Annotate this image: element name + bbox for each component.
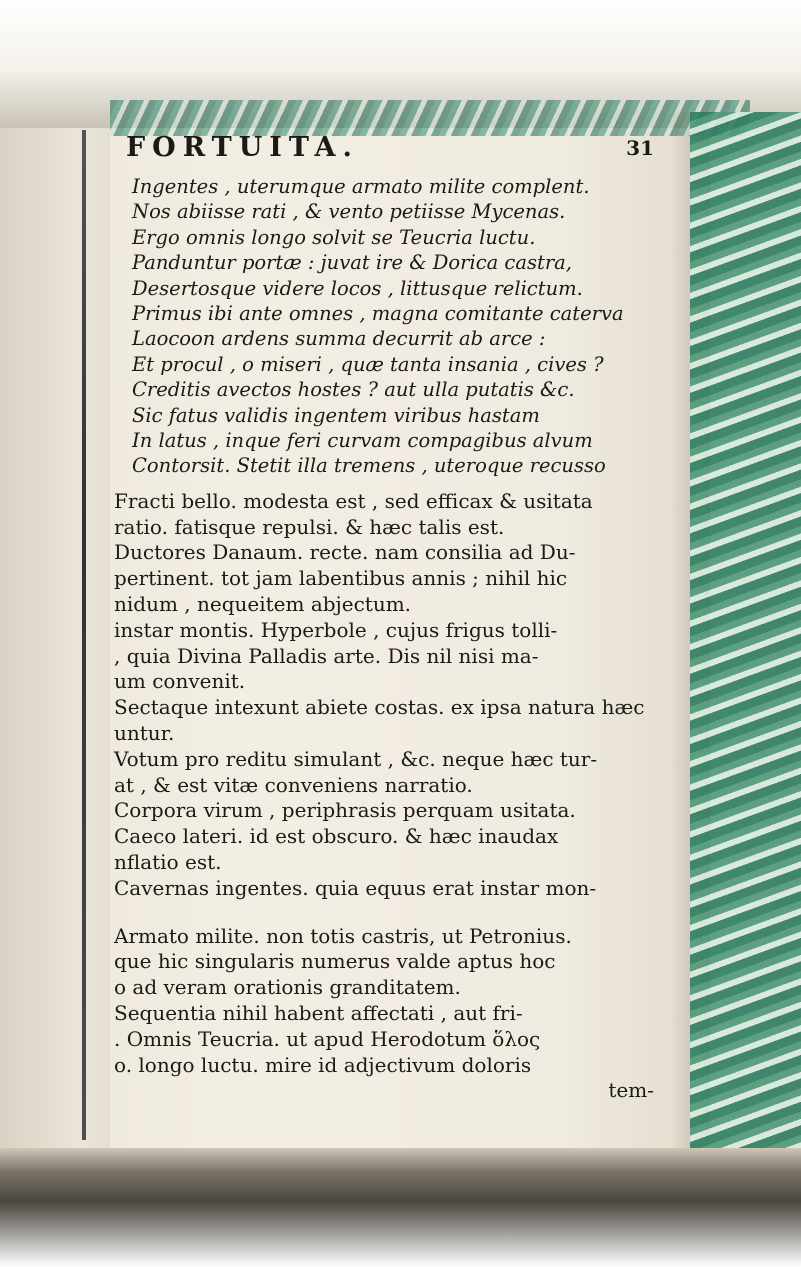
commentary-line: Caeco lateri. id est obscuro. & hæc inaudax — [114, 824, 559, 849]
commentary-line: at , & est vitæ conveniens narratio. — [114, 772, 473, 797]
verse-line: Nos abiisse rati , & vento petiisse Mycenas. — [132, 200, 566, 224]
commentary-line: nidum , nequeitem abjectum. — [114, 592, 412, 617]
page-fore-edge — [690, 112, 801, 1152]
verse-line: Ergo omnis longo solvit se Teucria luctu. — [132, 225, 536, 249]
running-head — [92, 128, 682, 168]
verse-block — [92, 174, 682, 479]
verse-line: Panduntur portæ : juvat ire & Dorica castra, — [132, 251, 572, 275]
verse-line: Sic fatus validis ingentem viribus hastam — [132, 403, 540, 427]
commentary-line: Sectaque intexunt abiete costas. ex ipsa natura hæc — [114, 695, 645, 720]
verse-line: Primus ibi ante omnes , magna comitante caterva — [132, 302, 624, 326]
catchword: tem- — [608, 1078, 654, 1103]
commentary-line: Sequentia nihil habent affectati , aut fri- — [114, 1001, 523, 1026]
verse-line: Laocoon ardens summa decurrit ab arce : — [132, 327, 546, 351]
page-number: 31 — [626, 136, 654, 160]
commentary-line: o ad veram orationis granditatem. — [114, 975, 461, 1000]
verse-line: Et procul , o miseri , quæ tanta insania , cives ? — [132, 352, 604, 376]
verse-line: Contorsit. Stetit illa tremens , uteroque recusso — [132, 454, 606, 478]
page-text — [92, 128, 682, 1102]
commentary-line: untur. — [114, 721, 175, 746]
commentary-line: instar montis. Hyperbole , cujus frigus tolli- — [114, 617, 558, 642]
bottom-margin-shadow — [0, 1148, 801, 1267]
commentary-line: Fracti bello. modesta est , sed efficax & usitata — [114, 488, 593, 513]
gutter-line — [82, 130, 86, 1140]
commentary-line: um convenit. — [114, 669, 246, 694]
commentary-line: . Omnis Teucria. ut apud Herodotum ὅλος — [114, 1026, 541, 1051]
commentary-line: Votum pro reditu simulant , &c. neque hæc tur- — [114, 746, 598, 771]
commentary-block — [92, 489, 682, 1103]
commentary-line: o. longo luctu. mire id adjectivum doloris — [114, 1052, 532, 1077]
commentary-line: que hic singularis numerus valde aptus hoc — [114, 949, 556, 974]
verse-line: Creditis avectos hostes ? aut ulla putatis &c. — [132, 378, 575, 402]
commentary-line: Cavernas ingentes. quia equus erat instar mon- — [114, 875, 597, 900]
commentary-line: nflatio est. — [114, 850, 222, 875]
commentary-line: Corpora virum , periphrasis perquam usitata. — [114, 798, 576, 823]
running-head-title: FORTUITA. — [126, 132, 359, 163]
commentary-line: , quia Divina Palladis arte. Dis nil nisi ma- — [114, 643, 539, 668]
verse-line: In latus , inque feri curvam compagibus alvum — [132, 429, 593, 453]
commentary-line: ratio. fatisque repulsi. & hæc talis est. — [114, 514, 505, 539]
commentary-line: pertinent. tot jam labentibus annis ; nihil hic — [114, 566, 568, 591]
commentary-line: Armato milite. non totis castris, ut Petronius. — [114, 923, 572, 948]
verse-line: Ingentes , uterumque armato milite complent. — [132, 175, 590, 198]
verse-line: Desertosque videre locos , littusque relictum. — [132, 276, 583, 300]
commentary-line: Ductores Danaum. recte. nam consilia ad Du- — [114, 540, 576, 565]
